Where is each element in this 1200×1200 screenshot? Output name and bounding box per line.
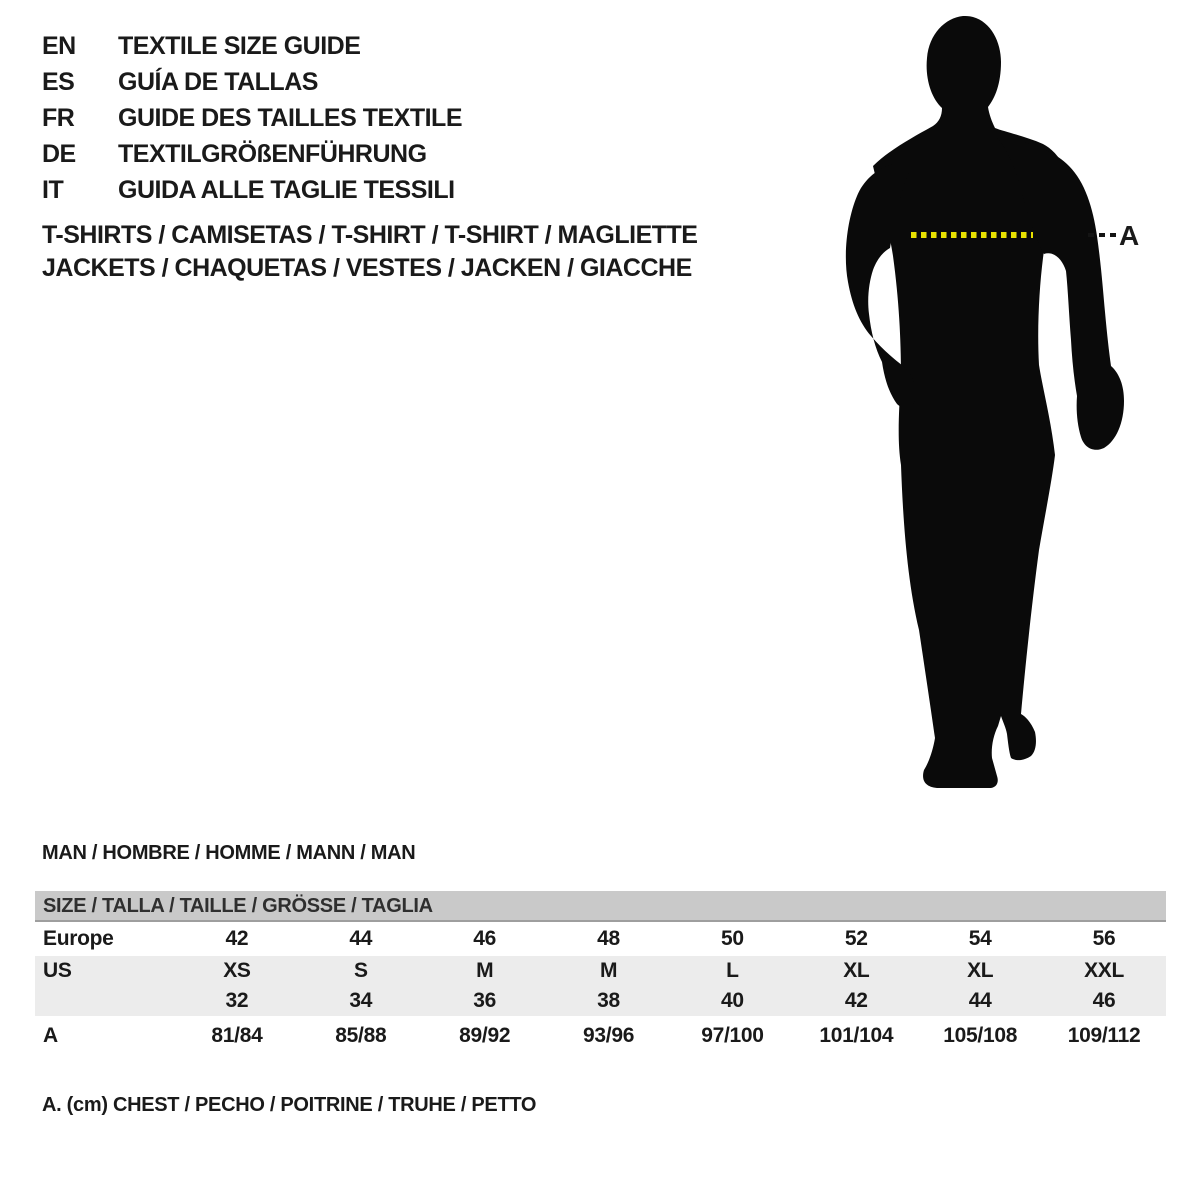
row-label: Europe [43,927,114,950]
size-cell: 50 [721,927,744,950]
size-table-header: SIZE / TALLA / TAILLE / GRÖSSE / TAGLIA [35,891,1166,922]
language-row-fr [42,100,462,136]
language-title: TEXTILGRÖßENFÜHRUNG [118,140,427,168]
measurement-footnote: A. (cm) CHEST / PECHO / POITRINE / TRUHE / PETTO [42,1094,537,1116]
language-legend [42,28,462,208]
language-code: EN [42,32,76,60]
language-title: TEXTILE SIZE GUIDE [118,32,361,60]
language-title: GUÍA DE TALLAS [118,68,318,96]
size-cell: 42 [844,989,868,1012]
size-cell: 42 [225,927,249,950]
language-row-it [42,172,462,208]
size-cell: 44 [968,989,992,1012]
row-label: A [43,1024,58,1047]
size-cell: 44 [349,927,373,950]
measure-label-a: A [1119,220,1140,251]
table-row-chest-a [35,1016,1166,1056]
size-cell: L [726,959,739,982]
size-cell: XL [967,959,994,982]
language-code: IT [42,176,64,204]
size-cell: 32 [225,989,249,1012]
product-categories [42,219,697,285]
size-cell: 36 [473,989,497,1012]
language-row-en [42,28,462,64]
size-cell: 109/112 [1067,1024,1141,1047]
size-cell: 85/88 [335,1024,387,1047]
size-cell: 46 [1092,989,1116,1012]
product-line-tshirts: T-SHIRTS / CAMISETAS / T-SHIRT / T-SHIRT / MAGLIETTE [42,221,698,249]
size-cell: XL [843,959,870,982]
size-cell: S [353,959,368,982]
size-cell: 97/100 [701,1024,764,1047]
size-cell: XXL [1084,959,1125,982]
size-cell: 56 [1092,927,1116,950]
size-cell: 101/104 [819,1024,894,1047]
language-row-es [42,64,462,100]
size-cell: M [476,959,494,982]
language-code: DE [42,140,76,168]
size-cell: 105/108 [943,1024,1018,1047]
language-row-de [42,136,462,172]
size-cell: 40 [721,989,744,1012]
table-row-numeric [35,986,1166,1016]
size-cell: 93/96 [583,1024,635,1047]
measure-pointer-dashes [1088,233,1118,237]
size-cell: 52 [844,927,868,950]
size-cell: M [599,959,618,982]
size-cell: 46 [473,927,497,950]
size-cell: 54 [968,927,992,950]
product-line-jackets: JACKETS / CHAQUETAS / VESTES / JACKEN / GIACCHE [42,254,692,282]
language-code: FR [42,104,75,132]
table-row-us [35,956,1166,986]
size-cell: 81/84 [211,1024,263,1047]
language-title: GUIDA ALLE TAGLIE TESSILI [118,176,455,204]
size-cell: 38 [597,989,620,1012]
size-table [35,891,1166,1056]
row-label: US [43,959,72,982]
size-cell: XS [223,959,251,982]
size-cell: 48 [597,927,620,950]
section-title-man: MAN / HOMBRE / HOMME / MANN / MAN [42,842,416,864]
man-silhouette [845,10,1130,790]
language-title: GUIDE DES TAILLES TEXTILE [118,104,463,132]
size-cell: 34 [349,989,373,1012]
language-code: ES [42,68,75,96]
table-row-europe [35,922,1166,956]
size-cell: 89/92 [459,1024,511,1047]
